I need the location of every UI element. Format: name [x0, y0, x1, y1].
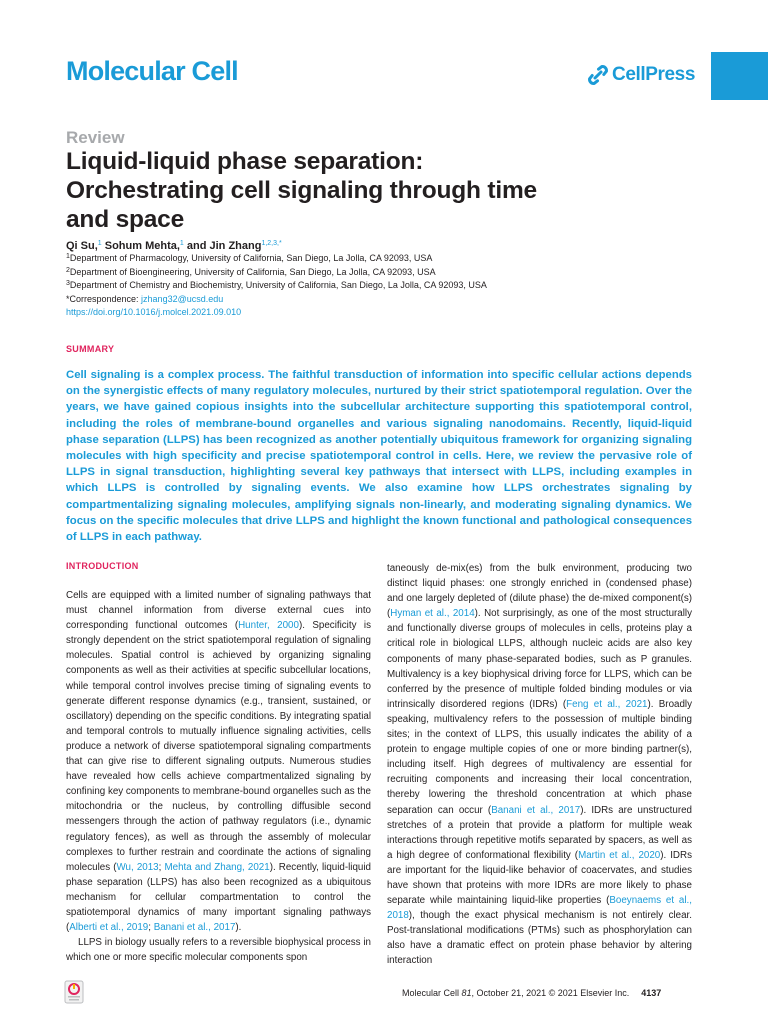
reference-link[interactable]: Mehta and Zhang, 2021 [164, 861, 270, 873]
reference-link[interactable]: Martin et al., 2020 [578, 849, 661, 861]
author-affiliation-link[interactable]: 1 [97, 240, 102, 247]
cellpress-logo[interactable] [588, 64, 695, 86]
reference-link[interactable]: Hunter, 2000 [238, 620, 299, 632]
correspondence: *Correspondence: jzhang32@ucsd.edu [66, 293, 224, 304]
affiliation-line: $^1$Department of Pharmacology, University of California, San Diego, La Jolla, CA 92093, USA [66, 253, 433, 263]
body-column-left [66, 588, 371, 965]
cellpress-wordmark: CellPress [612, 64, 696, 85]
article-type: Review [66, 128, 125, 147]
doi-link[interactable]: https://doi.org/10.1016/j.molcel.2021.09.010 [66, 307, 242, 317]
page-number: 4137 [641, 988, 662, 998]
summary-heading: SUMMARY [66, 344, 115, 354]
reference-link[interactable]: Feng et al., 2021 [566, 698, 648, 710]
reference-link[interactable]: Hyman et al., 2014 [390, 608, 475, 620]
footer-copyright: © 2021 Elsevier Inc. [548, 988, 630, 998]
article-title: Liquid-liquid phase separation: Orchestrating cell signaling through time and space [66, 148, 537, 233]
cellpress-logo-icon [588, 65, 608, 85]
author-name: and Jin Zhang [186, 240, 262, 252]
paragraph: Cells are equipped with a limited number of signaling pathways that must channel information from diverse external cues into corresponding functional outcomes (Hunter, 2000). Specificity is strongly dependent on the strict spatiotemporal regulation of signaling molecules. Spatial control is achieved by organizing signaling components as well as their activities at specific subcellular locations, while temporal control involves precise timing of signaling events to generate different response dynamics (e.g., transient, sustained, or oscillatory) depending on the specific conditions. By integrating spatial and temporal controls to mutually influence signaling activities, cells produce a network of diverse spatiotemporal signaling compartments that can give rise to different signaling outputs. Numerous studies have revealed how cells achieve compartmentalized signaling by confining key components to membrane-bound organelles such as the mitochondria or the nucleus, by controlling diffusible second messengers through the action of pathway regulators (i.e., dynamic regulatory fences), as well as through the assembly of molecular complexes to further restrain and coordinate the actions of signaling molecules (Wu, 2013; Mehta and Zhang, 2021). Recently, liquid-liquid phase separation (LLPS) has also been recognized as a ubiquitous mechanism for cellular compartmentation to control the spatiotemporal dynamics of many important signaling pathways (Alberti et al., 2019; Banani et al., 2017). [66, 590, 372, 934]
paragraph: LLPS in biology usually refers to a reversible biophysical process in which one or more specific molecular components spon [66, 937, 371, 964]
correspondence-email-link[interactable]: jzhang32@ucsd.edu [141, 293, 224, 304]
reference-link[interactable]: Banani et al., 2017 [491, 804, 581, 816]
reference-link[interactable]: Alberti et al., 2019 [69, 922, 149, 934]
journal-title: Molecular Cell [66, 56, 238, 86]
reference-link[interactable]: Boeynaems et al., 2018 [387, 895, 692, 922]
author-affiliation-link[interactable]: 1,2,3,* [261, 240, 282, 247]
affiliations [66, 252, 487, 320]
cellpress-accent-bar [711, 52, 768, 100]
author-list [66, 239, 282, 253]
page-footer: Molecular Cell 81, October 21, 2021 © 2021 Elsevier Inc. 4137 [402, 988, 662, 998]
reference-link[interactable]: Wu, 2013 [116, 861, 159, 873]
author-affiliation-link[interactable]: 1 [179, 240, 184, 247]
author-name: Qi Su, [66, 240, 98, 252]
introduction-heading: INTRODUCTION [66, 561, 139, 571]
affiliation-line: $^2$Department of Bioengineering, University of California, San Diego, La Jolla, CA 92093, USA [66, 266, 436, 277]
summary-text: Cell signaling is a complex process. The faithful transduction of information into specific cellular actions depends on the synergistic effects of many regulatory molecules, nurtured by their strict spatiotemporal regulation. Over the years, we have gained copious insights into the subcellular architecture supporting this spatiotemporal control, including the roles of membrane-bound organelles and various signaling nanodomains. Recently, liquid-liquid phase separation (LLPS) has been recognized as another potentially ubiquitous framework for organizing signaling molecules with high specificity and precise spatiotemporal control in cells. Here, we review the pervasive role of LLPS in signal transduction, highlighting several key pathways that intersect with LLPS, including examples in which LLPS is controlled by signaling events. We also examine how LLPS orchestrates signaling by compartmentalizing signaling molecules, amplifying signals non-linearly, and moderating signaling dynamics. We focus on the specific molecules that drive LLPS and highlight the known functional and pathological consequences of LLPS in each pathway. [66, 369, 692, 544]
author-name: Sohum Mehta, [104, 240, 180, 252]
check-for-updates-icon[interactable] [64, 980, 84, 1004]
body-column-right [387, 561, 692, 969]
reference-link[interactable]: Banani et al., 2017 [153, 922, 236, 934]
paragraph-continued: taneously de-mix(es) from the bulk environment, producing two distinct liquid phases: one strongly enriched in (condensed phase) and one largely depleted of (dilute phase) the de-mixed component(s) (Hyman et al., 2014). Not surprisingly, as one of the most structurally and functionally diverse groups of molecules in cells, proteins play a critical role in biological LLPS, although nucleic acids are also key components of many phase-separated bodies, such as P granules. Multivalency is a key biophysical driving force for LLPS, which can be conferred by the presence of multiple folded binding modules or via intrinsically disordered regions (IDRs) (Feng et al., 2021). Broadly speaking, multivalency refers to the possession of multiple binding sites; in the context of LLPS, this usually indicates the ability of a protein to engage multiple copies of one or more binding partner(s), including itself. High degrees of multivalency are essential for recruiting components and increasing their local concentration, thereby lowering the threshold concentration at which phase separation can occur (Banani et al., 2017). IDRs are unstructured stretches of a protein that provide a platform for multiple weak interactions through repetitive motifs separated by spacers, as well as a high degree of conformational flexibility (Martin et al., 2020). IDRs are important for the liquid-like behavior of coacervates, and studies have shown that proteins with more IDRs are more likely to phase separate while maintaining liquid-like properties (Boeynaems et al., 2018), though the exact physical mechanism is not entirely clear. Post-translational modifications (PTMs) such as phosphorylation can also have a dramatic effect on protein phase behavior by altering interaction [387, 563, 693, 967]
affiliation-line: $^3$Department of Chemistry and Biochemistry, University of California, San Diego, La Jolla, CA 92093, USA [66, 280, 487, 290]
footer-volume: 81 [461, 988, 472, 998]
